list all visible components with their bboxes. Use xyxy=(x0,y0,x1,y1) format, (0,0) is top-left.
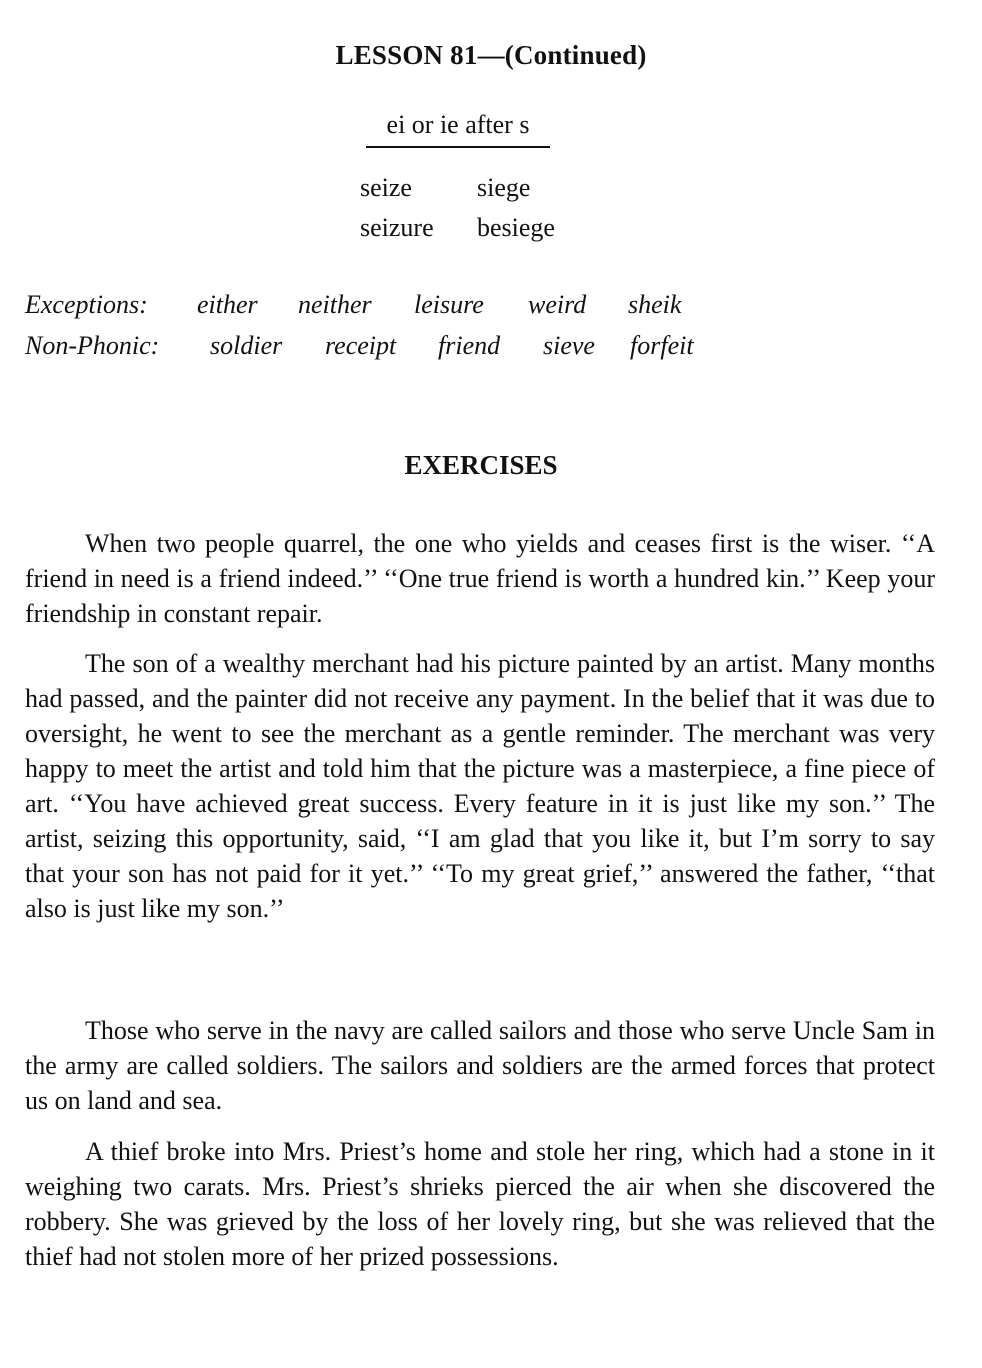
exercises-heading: EXERCISES xyxy=(404,450,558,480)
rule-heading: ei or ie after s xyxy=(366,110,550,148)
non-phonic-word: forfeit xyxy=(630,331,694,360)
non-phonic-word: receipt xyxy=(325,331,397,360)
exception-word: neither xyxy=(298,290,372,319)
example-word: siege xyxy=(477,173,531,202)
exercise-paragraph: A thief broke into Mrs. Priest’s home and stole her ring, which had a stone in it weighing two carats. Mrs. Priest’s shrieks pierced the air when she discovered the robbery. She was grieved by the loss of her lovely ring, but she was relieved that the thief had not stolen more of her prized possessions. xyxy=(25,1137,935,1271)
exception-word: sheik xyxy=(628,290,682,319)
example-word: besiege xyxy=(477,213,555,242)
exception-word: leisure xyxy=(414,290,484,319)
non-phonic-label: Non-Phonic: xyxy=(25,331,160,360)
lesson-title: LESSON 81—(Continued) xyxy=(335,40,647,70)
exercise-paragraph: The son of a wealthy merchant had his picture painted by an artist. Many months had passed, and the painter did not receive any payment. In the belief that it was due to oversight, he went to see the merchant as a gentle reminder. The merchant was very happy to meet the artist and told him that the picture was a masterpiece, a fine piece of art. ‘‘You have achieved great success. Every feature in it is just like my son.’’ The artist, seizing this opportunity, said, ‘‘I am glad that you like it, but I’m sorry to say that your son has not paid for it yet.’’ ‘‘To my great grief,’’ answered the father, ‘‘that also is just like my son.’’ xyxy=(25,649,935,923)
exception-word: either xyxy=(197,290,258,319)
exception-word: weird xyxy=(528,290,587,319)
exceptions-label: Exceptions: xyxy=(25,290,148,319)
word-column-2 xyxy=(477,168,555,248)
example-word: seize xyxy=(360,173,412,202)
example-word: seizure xyxy=(360,213,434,242)
word-column-1 xyxy=(360,168,434,248)
non-phonic-word: sieve xyxy=(543,331,595,360)
exercise-paragraph: Those who serve in the navy are called sailors and those who serve Uncle Sam in the army are called soldiers. The sailors and soldiers are the armed forces that protect us on land and sea. xyxy=(25,1016,935,1115)
non-phonic-word: soldier xyxy=(210,331,283,360)
non-phonic-word: friend xyxy=(438,331,501,360)
exercise-paragraph: When two people quarrel, the one who yields and ceases first is the wiser. ‘‘A friend in need is a friend indeed.’’ ‘‘One true friend is worth a hundred kin.’’ Keep your friendship in constant repair. xyxy=(25,529,935,628)
